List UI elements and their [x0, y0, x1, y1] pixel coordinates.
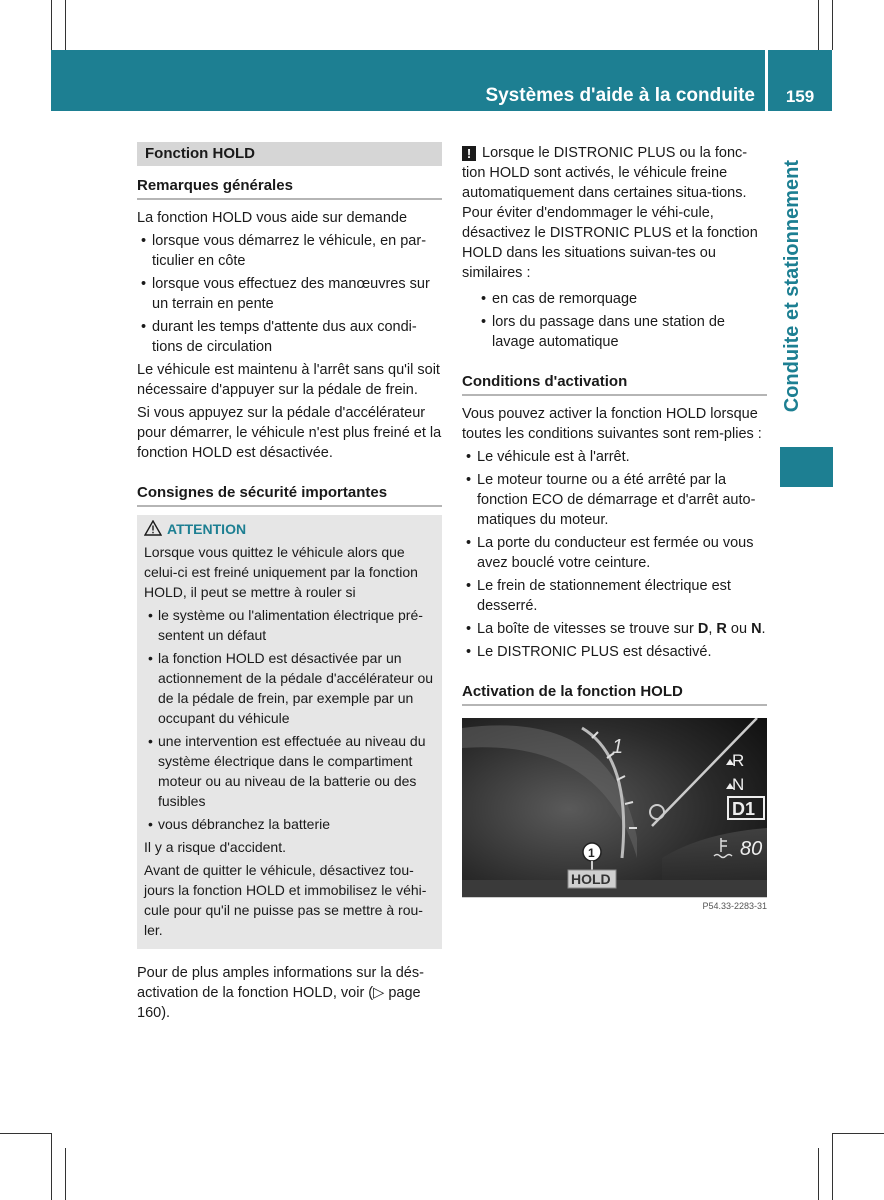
general-intro: La fonction HOLD vous aide sur demande: [137, 210, 408, 226]
attention-bullets: [144, 605, 435, 834]
gear-r: R: [716, 621, 727, 637]
more-info-paragraph: Pour de plus amples informations sur la dés-activation de la fonction HOLD, voir (▷ page 160).: [137, 965, 424, 1021]
crop-mark: [65, 1148, 66, 1200]
gear-end: .: [761, 621, 766, 637]
list-item: • lors du passage dans une station de lavage automatique: [477, 312, 767, 352]
crop-mark: [0, 1133, 51, 1134]
gear-sep: ,: [708, 621, 717, 637]
list-item: • lorsque vous démarrez le véhicule, en par-ticulier en côte: [137, 231, 442, 271]
chapter-title: Systèmes d'aide à la conduite: [485, 85, 755, 106]
callout-number: 1: [588, 846, 595, 860]
general-paragraph: Le véhicule est maintenu à l'arrêt sans qu'il soit nécessaire d'appuyer sur la pédale de frein.: [137, 362, 440, 398]
right-column: [462, 143, 767, 920]
attention-header: [144, 519, 435, 539]
list-item: • en cas de remorquage: [477, 289, 767, 309]
side-tab-marker: [780, 447, 833, 487]
gear-n-label: N: [732, 775, 745, 794]
side-tab-label: Conduite et stationnement: [781, 160, 803, 413]
gear-r-label: R: [732, 751, 745, 770]
attention-intro: Lorsque vous quittez le véhicule alors que celui-ci est freiné uniquement par la fonction HOLD, il peut se mettre à rouler si: [144, 544, 418, 600]
crop-mark: [818, 1148, 819, 1200]
section-title: Fonction HOLD: [137, 142, 442, 166]
list-item: • Le frein de stationnement électrique est desserré.: [462, 576, 767, 616]
hold-indicator: HOLD: [571, 871, 611, 887]
list-item: • durant les temps d'attente dus aux condi-tions de circulation: [137, 317, 442, 357]
gear-n: N: [751, 621, 762, 637]
temperature-readout: 80: [740, 838, 763, 860]
list-item: • Le moteur tourne ou a été arrêté par la fonction ECO de démarrage et d'arrêt auto-matiques du moteur.: [462, 470, 767, 530]
list-item: • lorsque vous effectuez des manœuvres sur un terrain en pente: [137, 274, 442, 314]
gear-text: La boîte de vitesses se trouve sur: [477, 621, 698, 637]
crop-mark: [832, 1133, 833, 1200]
conditions-heading: Conditions d'activation: [462, 372, 767, 396]
conditions-intro: Vous pouvez activer la fonction HOLD lorsque toutes les conditions suivantes sont rem-plies :: [462, 406, 762, 442]
attention-risk: Il y a risque d'accident.: [144, 839, 286, 855]
list-item: • Le DISTRONIC PLUS est désactivé.: [462, 642, 767, 662]
list-item: • la fonction HOLD est désactivée par un actionnement de la pédale d'accélérateur ou de la pédale de frein, par exemple par un occupant du véhicule: [144, 648, 435, 728]
crop-mark: [832, 0, 833, 50]
note-bullets: [462, 289, 767, 352]
crop-mark: [832, 1133, 884, 1134]
left-column: [137, 142, 442, 1026]
list-item: • le système ou l'alimentation électrique pré-sentent un défaut: [144, 605, 435, 645]
gear-or: ou: [726, 621, 752, 637]
general-bullets: [137, 231, 442, 357]
safety-heading: Consignes de sécurité importantes: [137, 483, 442, 507]
list-item: • une intervention est effectuée au niveau du système électrique dans le compartiment moteur ou au niveau de la batterie ou des fusibles: [144, 731, 435, 811]
crop-mark: [65, 0, 66, 50]
general-remarks-heading: Remarques générales: [137, 176, 442, 200]
note-paragraph: [462, 143, 767, 283]
gear-d1-label: D1: [732, 799, 756, 819]
figure-caption-strip: [462, 897, 767, 920]
conditions-bullets: [462, 447, 767, 662]
attention-label: ATTENTION: [167, 521, 247, 537]
attention-advice: Avant de quitter le véhicule, désactivez tou-jours la fonction HOLD et immobilisez le véhi-cule pour qu'il ne puisse pas se mettre à rou-ler.: [144, 862, 427, 938]
list-item: • vous débranchez la batterie: [144, 814, 435, 834]
attention-box: [137, 515, 442, 949]
crop-mark: [818, 0, 819, 50]
side-tab: [780, 160, 810, 440]
note-text: Lorsque le DISTRONIC PLUS ou la fonc-tion HOLD sont activés, le véhicule freine automatiquement dans certaines situa-tions. Pour éviter d'endommager le véhi-cule, désactivez le DISTRONIC PLUS et la fonction HOLD dans les situations suivan-tes ou similaires :: [462, 145, 758, 281]
page-number: 159: [785, 87, 815, 106]
gear-d: D: [697, 621, 709, 637]
instrument-cluster-image: [462, 718, 767, 920]
exclamation-icon: !: [462, 146, 476, 161]
crop-mark: [51, 1133, 52, 1200]
page-number-box: [768, 50, 832, 111]
list-item-gear: [462, 619, 767, 639]
gauge-number: 1: [612, 736, 624, 758]
instrument-cluster-figure: [462, 718, 767, 920]
header-bar: [51, 50, 765, 111]
list-item: • La porte du conducteur est fermée ou vous avez bouclé votre ceinture.: [462, 533, 767, 573]
crop-mark: [51, 0, 52, 50]
list-item: • Le véhicule est à l'arrêt.: [462, 447, 767, 467]
activation-heading: Activation de la fonction HOLD: [462, 682, 767, 706]
general-paragraph: Si vous appuyez sur la pédale d'accélérateur pour démarrer, le véhicule n'est plus freiné et la fonction HOLD est désactivée.: [137, 405, 442, 461]
warning-triangle-icon: [144, 520, 162, 536]
figure-reference: P54.33-2283-31: [702, 901, 767, 911]
